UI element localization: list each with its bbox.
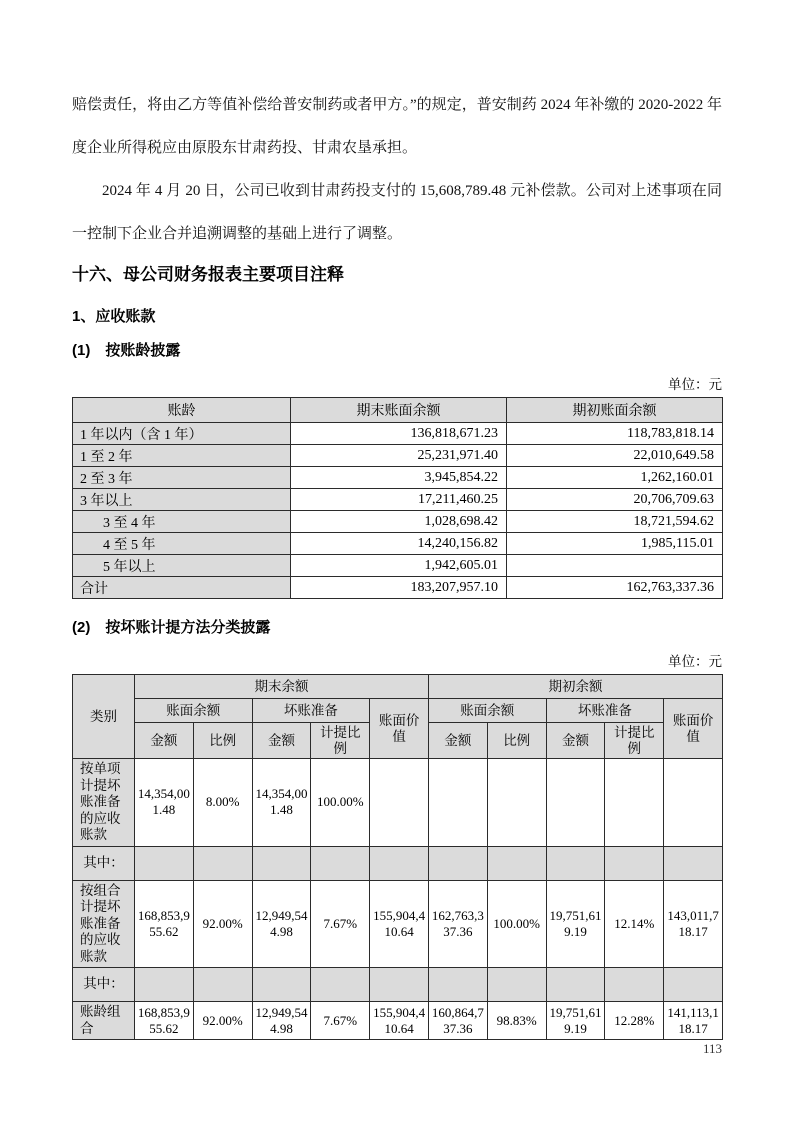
empty-cell: [193, 968, 252, 1002]
empty-cell: [370, 968, 429, 1002]
column-header-aging: 账龄: [73, 398, 291, 423]
amount-cell: 19,751,619.19: [546, 1002, 605, 1040]
ratio-cell: 92.00%: [193, 1002, 252, 1040]
empty-cell: [487, 846, 546, 880]
closing-balance-cell: 1,942,605.01: [291, 555, 507, 577]
empty-cell: [546, 846, 605, 880]
row-label: 其中：: [73, 846, 135, 880]
opening-balance-cell: 18,721,594.62: [507, 511, 723, 533]
item2-heading-provision-method: (2) 按坏账计提方法分类披露: [72, 619, 271, 636]
ratio-cell: 12.14%: [605, 880, 664, 968]
closing-balance-cell: 25,231,971.40: [291, 445, 507, 467]
unit-label-2: 单位：元: [668, 654, 722, 669]
row-label: 3 年以上: [73, 489, 291, 511]
table-row: [73, 489, 723, 511]
ratio-cell: 7.67%: [311, 1002, 370, 1040]
empty-cell: [605, 846, 664, 880]
page-number: 113: [702, 1041, 722, 1056]
empty-cell: [664, 846, 723, 880]
table-row: [73, 555, 723, 577]
amount-cell: 168,853,955.62: [135, 1002, 194, 1040]
empty-cell: [429, 846, 488, 880]
opening-balance-cell: 22,010,649.58: [507, 445, 723, 467]
table-row: [73, 445, 723, 467]
column-header-amount: 金额: [252, 723, 311, 759]
amount-cell: 168,853,955.62: [135, 880, 194, 968]
closing-balance-cell: 183,207,957.10: [291, 577, 507, 599]
table-row-total: [73, 577, 723, 599]
table-header-row: [73, 699, 723, 723]
empty-cell: [252, 846, 311, 880]
ratio-cell: 8.00%: [193, 759, 252, 847]
amount-cell: 14,354,001.48: [252, 759, 311, 847]
empty-cell: [311, 968, 370, 1002]
opening-balance-cell: 1,262,160.01: [507, 467, 723, 489]
column-header-provision-ratio: 计提比例: [311, 723, 370, 759]
column-header-book-balance: 账面余额: [135, 699, 253, 723]
column-header-bad-debt-provision: 坏账准备: [252, 699, 370, 723]
table-row: [73, 533, 723, 555]
ratio-cell: 92.00%: [193, 880, 252, 968]
row-label: 3 至 4 年: [73, 511, 291, 533]
column-group-closing: 期末余额: [135, 675, 429, 699]
amount-cell: 14,354,001.48: [135, 759, 194, 847]
row-label: 2 至 3 年: [73, 467, 291, 489]
carrying-value-cell: [664, 759, 723, 847]
row-label: 按单项计提坏账准备的应收账款: [73, 759, 135, 847]
column-header-amount: 金额: [546, 723, 605, 759]
opening-balance-cell: 162,763,337.36: [507, 577, 723, 599]
paragraph-payment-received: 2024 年 4 月 20 日，公司已收到甘肃药投支付的 15,608,789.48 元补偿款。公司对上述事项在同一控制下企业合并追溯调整的基础上进行了调整。: [72, 183, 722, 242]
column-header-carrying-value: 账面价值: [370, 699, 429, 759]
row-label: 4 至 5 年: [73, 533, 291, 555]
amount-cell: 12,949,544.98: [252, 1002, 311, 1040]
opening-balance-cell: 20,706,709.63: [507, 489, 723, 511]
empty-cell: [193, 846, 252, 880]
column-header-carrying-value: 账面价值: [664, 699, 723, 759]
column-header-amount: 金额: [135, 723, 194, 759]
column-header-book-balance: 账面余额: [429, 699, 547, 723]
carrying-value-cell: 143,011,718.17: [664, 880, 723, 968]
row-label: 按组合计提坏账准备的应收账款: [73, 880, 135, 968]
ratio-cell: 7.67%: [311, 880, 370, 968]
empty-cell: [370, 846, 429, 880]
closing-balance-cell: 1,028,698.42: [291, 511, 507, 533]
table-row-among-which: [73, 846, 723, 880]
row-label: 其中：: [73, 968, 135, 1002]
table-row-portfolio-provision: [73, 880, 723, 968]
row-label: 1 至 2 年: [73, 445, 291, 467]
table-row-among-which: [73, 968, 723, 1002]
row-label: 1 年以内（含 1 年）: [73, 423, 291, 445]
amount-cell: [546, 759, 605, 847]
empty-cell: [429, 968, 488, 1002]
amount-cell: [429, 759, 488, 847]
table-header-row: [73, 398, 723, 423]
column-header-category: 类别: [73, 675, 135, 759]
table-row-individual-provision: [73, 759, 723, 847]
closing-balance-cell: 14,240,156.82: [291, 533, 507, 555]
ratio-cell: 100.00%: [311, 759, 370, 847]
carrying-value-cell: 155,904,410.64: [370, 880, 429, 968]
closing-balance-cell: 17,211,460.25: [291, 489, 507, 511]
carrying-value-cell: 141,113,118.17: [664, 1002, 723, 1040]
empty-cell: [135, 968, 194, 1002]
column-header-opening-balance: 期初账面余额: [507, 398, 723, 423]
item1-heading-aging-disclosure: (1) 按账龄披露: [72, 342, 181, 359]
empty-cell: [664, 968, 723, 1002]
amount-cell: 160,864,737.36: [429, 1002, 488, 1040]
provision-method-table: [72, 674, 723, 1040]
empty-cell: [135, 846, 194, 880]
empty-cell: [546, 968, 605, 1002]
carrying-value-cell: 155,904,410.64: [370, 1002, 429, 1040]
closing-balance-cell: 136,818,671.23: [291, 423, 507, 445]
aging-table: [72, 397, 723, 599]
amount-cell: 19,751,619.19: [546, 880, 605, 968]
opening-balance-cell: 118,783,818.14: [507, 423, 723, 445]
row-label: 5 年以上: [73, 555, 291, 577]
column-header-closing-balance: 期末账面余额: [291, 398, 507, 423]
amount-cell: 162,763,337.36: [429, 880, 488, 968]
carrying-value-cell: [370, 759, 429, 847]
unit-label-1: 单位：元: [668, 377, 722, 392]
column-header-provision-ratio: 计提比例: [605, 723, 664, 759]
column-group-opening: 期初余额: [429, 675, 723, 699]
row-label: 账龄组合: [73, 1002, 135, 1040]
ratio-cell: 12.28%: [605, 1002, 664, 1040]
empty-cell: [252, 968, 311, 1002]
ratio-cell: [605, 759, 664, 847]
ratio-cell: 100.00%: [487, 880, 546, 968]
paragraph-compensation: 赔偿责任，将由乙方等值补偿给普安制药或者甲方。”的规定，普安制药 2024 年补缴的 2020-2022 年度企业所得税应由原股东甘肃药投、甘肃农垦承担。: [72, 97, 722, 156]
empty-cell: [487, 968, 546, 1002]
closing-balance-cell: 3,945,854.22: [291, 467, 507, 489]
table-header-row: [73, 675, 723, 699]
empty-cell: [311, 846, 370, 880]
column-header-ratio: 比例: [193, 723, 252, 759]
empty-cell: [605, 968, 664, 1002]
table-row-aging-portfolio: [73, 1002, 723, 1040]
column-header-ratio: 比例: [487, 723, 546, 759]
table-row: [73, 467, 723, 489]
column-header-amount: 金额: [429, 723, 488, 759]
table-row: [73, 423, 723, 445]
amount-cell: 12,949,544.98: [252, 880, 311, 968]
row-label-total: 合计: [73, 577, 291, 599]
opening-balance-cell: [507, 555, 723, 577]
column-header-bad-debt-provision: 坏账准备: [546, 699, 664, 723]
opening-balance-cell: 1,985,115.01: [507, 533, 723, 555]
ratio-cell: 98.83%: [487, 1002, 546, 1040]
ratio-cell: [487, 759, 546, 847]
table-row: [73, 511, 723, 533]
section-heading: 十六、母公司财务报表主要项目注释: [72, 265, 344, 284]
subsection-heading-receivables: 1、应收账款: [72, 308, 156, 325]
